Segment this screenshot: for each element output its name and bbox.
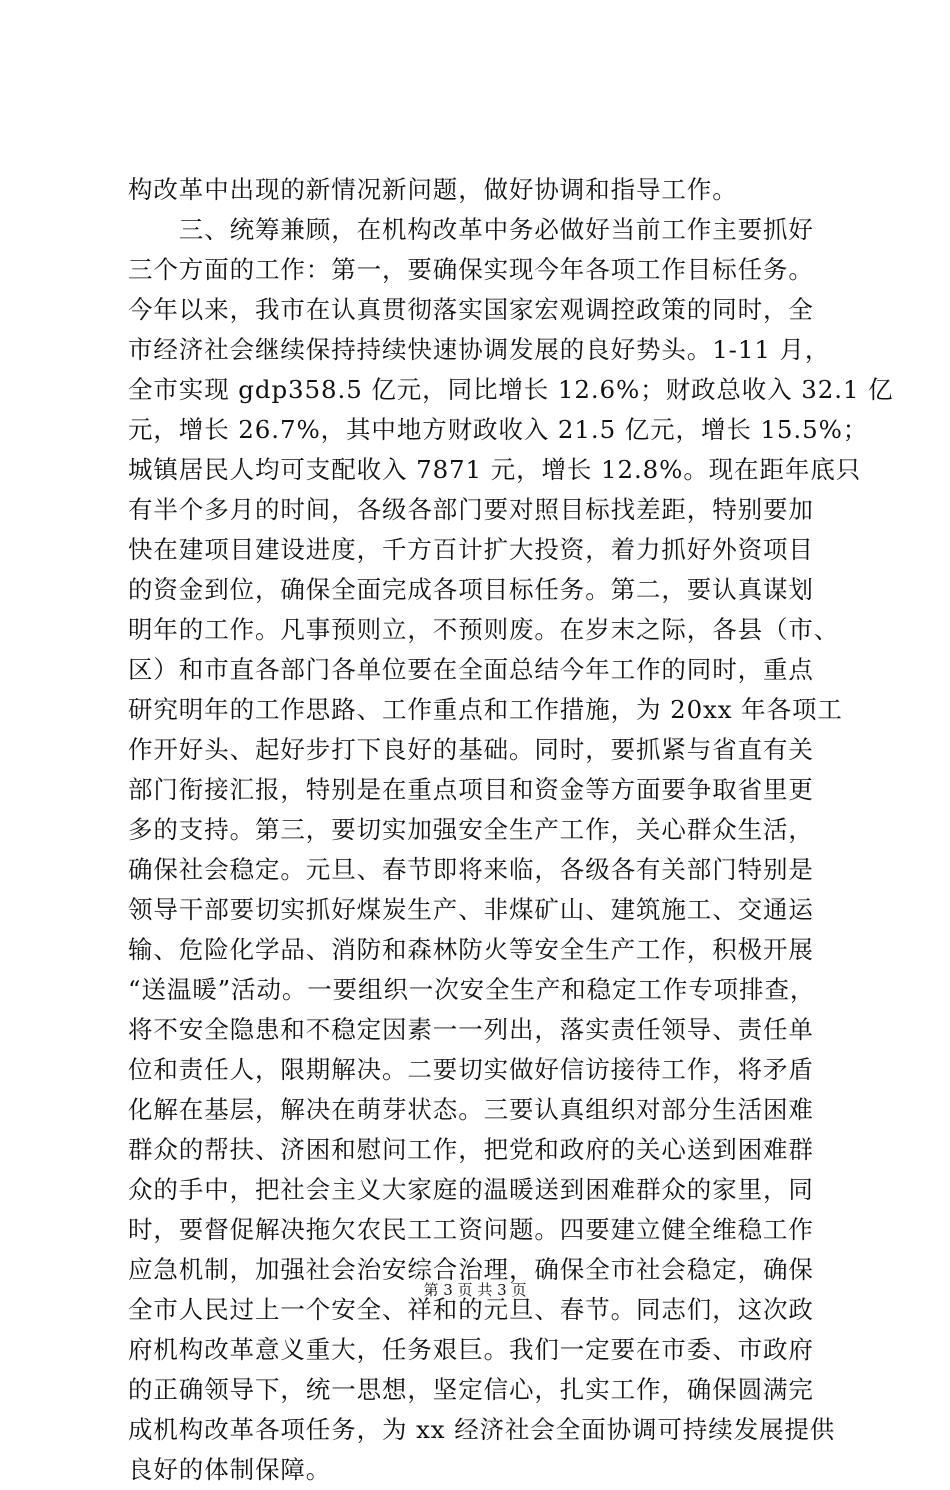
text-line: 确保社会稳定。元旦、春节即将来临，各级各有关部门特别是 <box>128 855 814 884</box>
text-line: 的正确领导下，统一思想，坚定信心，扎实工作，确保圆满完 <box>128 1375 814 1404</box>
text-line: 群众的帮扶、济困和慰问工作，把党和政府的关心送到困难群 <box>128 1135 814 1164</box>
text-line: 化解在基层，解决在萌芽状态。三要认真组织对部分生活困难 <box>128 1095 814 1124</box>
text-line: 领导干部要切实抓好煤炭生产、非煤矿山、建筑施工、交通运 <box>128 895 814 924</box>
text-line: 三、统筹兼顾，在机构改革中务必做好当前工作主要抓好 <box>128 215 814 244</box>
text-line: 研究明年的工作思路、工作重点和工作措施，为 20xx 年各项工 <box>128 695 843 724</box>
page-number-label: 第 3 页 共 3 页 <box>423 1281 527 1299</box>
text-line: 构改革中出现的新情况新问题，做好协调和指导工作。 <box>128 175 738 204</box>
text-line: 区）和市直各部门各单位要在全面总结今年工作的同时，重点 <box>128 655 814 684</box>
text-line: 有半个多月的时间，各级各部门要对照目标找差距，特别要加 <box>128 495 814 524</box>
text-line: 良好的体制保障。 <box>128 1455 332 1484</box>
text-line: 将不安全隐患和不稳定因素一一列出，落实责任领导、责任单 <box>128 1015 814 1044</box>
text-line: 快在建项目建设进度，千方百计扩大投资，着力抓好外资项目 <box>128 535 814 564</box>
text-line: 的资金到位，确保全面完成各项目标任务。第二，要认真谋划 <box>128 575 814 604</box>
text-line: 时，要督促解决拖欠农民工工资问题。四要建立健全维稳工作 <box>128 1215 814 1244</box>
text-line: 应急机制，加强社会治安综合治理，确保全市社会稳定，确保 <box>128 1255 814 1284</box>
text-line: “送温暖”活动。一要组织一次安全生产和稳定工作专项排查， <box>128 975 816 1004</box>
text-line: 元，增长 26.7%，其中地方财政收入 21.5 亿元，增长 15.5%； <box>128 415 869 444</box>
text-line: 输、危险化学品、消防和森林防火等安全生产工作，积极开展 <box>128 935 814 964</box>
text-line: 成机构改革各项任务，为 xx 经济社会全面协调可持续发展提供 <box>128 1415 836 1444</box>
text-line: 府机构改革意义重大，任务艰巨。我们一定要在市委、市政府 <box>128 1335 814 1364</box>
text-line: 位和责任人，限期解决。二要切实做好信访接待工作，将矛盾 <box>128 1055 814 1084</box>
text-line: 今年以来，我市在认真贯彻落实国家宏观调控政策的同时，全 <box>128 295 814 324</box>
text-line: 全市人民过上一个安全、祥和的元旦、春节。同志们，这次政 <box>128 1295 814 1324</box>
text-line: 明年的工作。凡事预则立，不预则废。在岁末之际，各县（市、 <box>128 615 840 644</box>
text-line: 多的支持。第三，要切实加强安全生产工作，关心群众生活， <box>128 815 814 844</box>
text-line: 众的手中，把社会主义大家庭的温暖送到困难群众的家里，同 <box>128 1175 814 1204</box>
text-line: 作开好头、起好步打下良好的基础。同时，要抓紧与省直有关 <box>128 735 814 764</box>
text-line: 城镇居民人均可支配收入 7871 元，增长 12.8%。现在距年底只 <box>128 455 862 484</box>
text-line: 市经济社会继续保持持续快速协调发展的良好势头。1-11 月， <box>128 335 831 364</box>
text-line: 全市实现 gdp358.5 亿元，同比增长 12.6%；财政总收入 32.1 亿 <box>128 375 894 404</box>
text-line: 三个方面的工作：第一，要确保实现今年各项工作目标任务。 <box>128 255 814 284</box>
text-line: 部门衔接汇报，特别是在重点项目和资金等方面要争取省里更 <box>128 775 814 804</box>
page-footer <box>0 1280 950 1300</box>
